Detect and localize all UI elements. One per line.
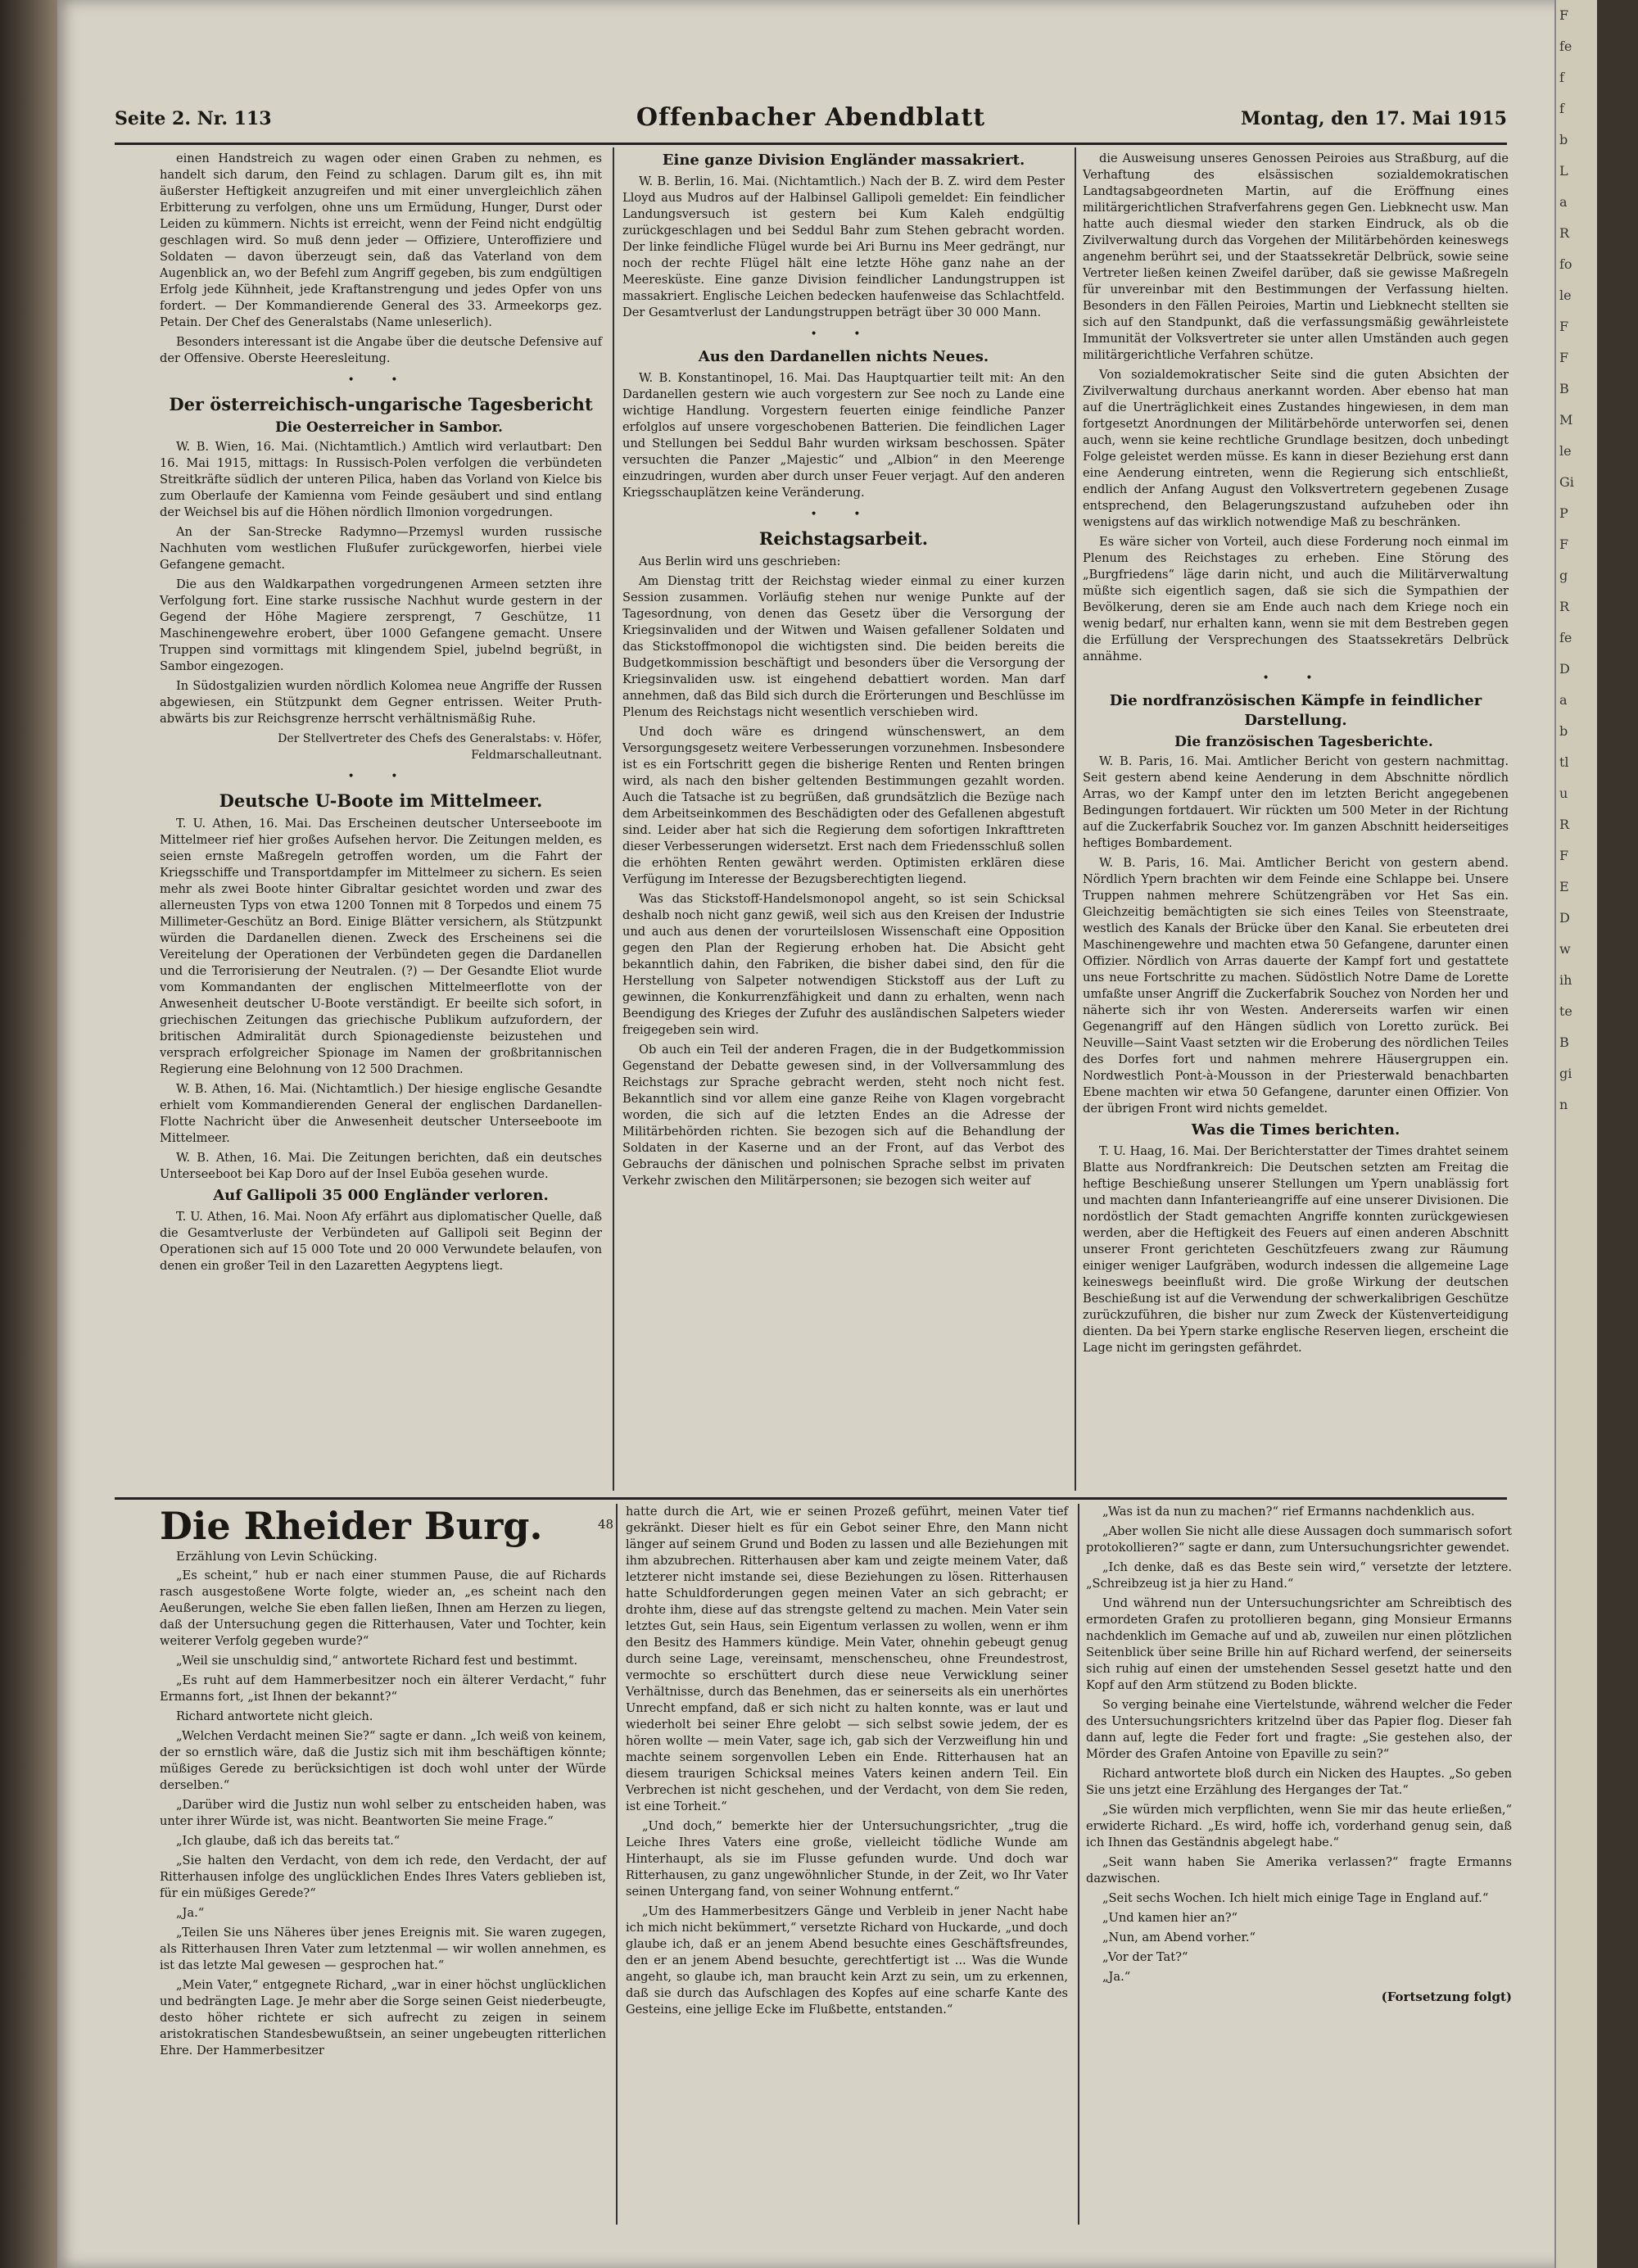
paragraph: „Nun, am Abend vorher.“ [1102, 1931, 1256, 1944]
article-title: Aus den Dardanellen nichts Neues. [698, 348, 989, 365]
paragraph: W. B. Wien, 16. Mai. (Nichtamtlich.) Amtlich wird verlautbart: Den 16. Mai 1915, mittags: In Russisch-Polen verfolgen die verbündeten Streitkräfte südlich der unteren Pilica, haben das Vorland von Kielce bis zum Oberlaufe der Kamienna vom Feinde gesäubert und sind entlang der Weichsel bis auf die Höhen nördlich Ilmonion vorgedrungen. [160, 440, 602, 519]
paragraph: Von sozialdemokratischer Seite sind die guten Absichten der Zivilverwaltung durchaus anerkannt worden. Aber ebenso hat man auf die Unerträglichkeit eines Zustandes hingewiesen, in dem man fortgesetzt Anordnungen der Militärbehörde unterworfen sei, denen auch, wenn sie keine rechtliche Grundlage besitzen, doch unbedingt Folge geleistet werden müsse. Es kann in dieser Beziehung erst dann eine Aenderung eintreten, wenn die Regierung sich entschließt, endlich der Anfang August den Volksvertretern gegebenen Zusage entsprechend, den Belagerungszustand aufzuheben oder ihn wenigstens auf das wirklich notwendige Maß zu beschränken. [1083, 368, 1509, 529]
article-title: Reichstagsarbeit. [758, 528, 929, 549]
edge-fragment: fo [1559, 256, 1572, 272]
edge-fragment: tl [1559, 754, 1569, 770]
article-title: Was die Times berichten. [1191, 1121, 1400, 1139]
signature: Der Stellvertreter des Chefs des Generalstabs: v. Höfer, Feldmarschalleutnant. [278, 732, 602, 762]
page-number: Seite 2. Nr. 113 [115, 108, 272, 129]
paragraph: „Darüber wird die Justiz nun wohl selber zu entscheiden haben, was unter ihrer Würde ist, was nicht. Beantworten Sie meine Frage.“ [160, 1798, 606, 1828]
column-3 [1083, 151, 1509, 1360]
separator: • • [347, 373, 414, 387]
paragraph: „Sie würden mich verpflichten, wenn Sie mir das heute erließen,“ erwiderte Richard. „Es wird, hoffe ich, vorderhand genug sein, daß ich Ihnen das Geständnis abgelegt habe.“ [1086, 1803, 1512, 1849]
paragraph: „Teilen Sie uns Näheres über jenes Ereignis mit. Sie waren zugegen, als Ritterhausen Ihren Vater zum letztenmal — wir wollen annehmen, es ist das letzte Mal gewesen — gesprochen hat.“ [160, 1926, 606, 1972]
article-subtitle: Die französischen Tagesberichte. [1174, 734, 1433, 750]
edge-fragment: E [1559, 879, 1569, 894]
paragraph: Es wäre sicher von Vorteil, auch diese Forderung noch einmal im Plenum des Reichstages zu erheben. Eine Störung des „Burgfriedens“ läge darin nicht, und auch die Militärverwaltung müßte sich eigentlich sagen, daß sie sich die Sympathien der Bevölkerung, deren sie am Ende auch nach dem Kriege noch ein wenig bedarf, nur erhalten kann, wenn sie mit dem Bestreben gegen die Erfüllung der Versprechungen des Staatssekretärs Delbrück annähme. [1083, 535, 1509, 663]
paragraph: „Vor der Tat?“ [1102, 1950, 1188, 1964]
paragraph: W. B. Athen, 16. Mai. Die Zeitungen berichten, daß ein deutsches Unterseeboot bei Kap Doro auf der Insel Euböa gesehen wurde. [160, 1151, 602, 1181]
page-header [115, 103, 1507, 139]
paragraph: „Weil sie unschuldig sind,“ antwortete Richard fest und bestimmt. [176, 1654, 578, 1668]
paragraph: Ob auch ein Teil der anderen Fragen, die in der Budgetkommission Gegenstand der Debatte gewesen sind, in der Vollversammlung des Reichstags zur Sprache gebracht werden, steht noch nicht fest. Bekanntlich sind vor allem eine ganze Reihe von Klagen vorgebracht worden, die sich auf die letzten Endes an die Adresse der Militärbehörden richten. Sie bezogen sich auf die Behandlung der Soldaten in der Kaserne und an der Front, auf das Verbot des Gebrauchs der dänischen und polnischen Sprache selbst im privaten Verkehr zwischen den Militärpersonen; sie bezogen sich weiter auf [622, 1043, 1065, 1188]
edge-fragment: ih [1559, 972, 1572, 988]
article-title: Eine ganze Division Engländer massakriert. [662, 152, 1025, 169]
paragraph: W. B. Berlin, 16. Mai. (Nichtamtlich.) Nach der B. Z. wird dem Pester Lloyd aus Mudros auf der Halbinsel Gallipoli gemeldet: Ein feindlicher Landungsversuch ist gestern bei Kum Kaleh endgültig zurückgeschlagen und bei Seddul Bahr zum Stehen gebracht worden. Der linke feindliche Flügel wurde bei Ari Burnu ins Meer gedrängt, nur noch der rechte Flügel hält eine letzte Höhe ganz nahe an der Meeresküste. Eine ganze Division feindlicher Landungstruppen ist massakriert. Englische Leichen bedecken haufenweise das Schlachtfeld. Der Gesamtverlust der Landungstruppen beträgt über 30 000 Mann. [622, 174, 1065, 319]
paragraph: hatte durch die Art, wie er seinen Prozeß geführt, meinen Vater tief gekränkt. Dieser hielt es für ein Gebot seiner Ehre, den Mann nicht länger auf seinem Grund und Boden zu lassen und alle Beziehungen mit ihm abzubrechen. Ritterhausen aber kam und zeigte meinem Vater, daß letzterer nicht imstande sei, diese Beziehungen zu lösen. Ritterhausen hatte Schuldforderungen gegen meinen Vater an sich gebracht; er drohte ihm, diese auf das strengste geltend zu machen. Mein Vater sein letztes Gut, sein Haus, sein Eigentum verlassen zu wollen, wenn er ihm den Besitz des Hammers kündige. Mein Vater, ohnehin gebeugt genug durch seine Lage, vereinsamt, menschenscheu, ohne Freundestrost, vermochte so erschüttert durch diese neue Verwicklung seiner Verhältnisse, durch das Benehmen, das er seinerseits als ein unerhörtes Unrecht empfand, daß er sich nicht zu halten konnte, was er laut und wiederholt bei seiner Ehre gelobt — sich selbst sowie jedem, der es hören wollte — mein Vater, sage ich, gab sich der Verzweiflung hin und machte seinem sorgenvollen Leben ein Ende. Ritterhausen hat an diesem traurigen Schicksal meines Vaters keinen andern Teil. Ein Verbrechen ist nicht geschehen, und der Verdacht, von dem Sie reden, ist eine Torheit.“ [626, 1505, 1068, 1813]
paragraph: Aus Berlin wird uns geschrieben: [639, 555, 841, 568]
paragraph: „Es ruht auf dem Hammerbesitzer noch ein älterer Verdacht,“ fuhr Ermanns fort, „ist Ihnen der bekannt?“ [160, 1673, 606, 1704]
edge-fragment: P [1559, 505, 1568, 521]
paragraph: So verging beinahe eine Viertelstunde, während welcher die Feder des Untersuchungsrichters kritzelnd über das Papier flog. Dieser fah dann auf, legte die Feder fort und fragte: „Sie gestehen also, der Mörder des Grafen Antoine von Epaville zu sein?“ [1086, 1698, 1512, 1761]
masthead: Offenbacher Abendblatt [636, 103, 986, 132]
edge-fragment: te [1559, 1003, 1572, 1019]
separator: • • [347, 770, 414, 783]
paragraph: „Und kamen hier an?“ [1102, 1911, 1238, 1925]
paragraph: „Mein Vater,“ entgegnete Richard, „war in einer höchst unglücklichen und bedrängten Lage. Je mehr aber die Sorge seinen Geist niederbeugte, desto höher richtete er sich aufrecht zu zeigen in seinem aristokratischen Standesbewußtsein, an seiner ungebeugten ritterlichen Ehre. Der Hammerbesitzer [160, 1978, 606, 2057]
feuilleton-column-1 [160, 1504, 606, 2062]
edge-fragment: R [1559, 817, 1570, 832]
article-title: Der österreichisch-ungarische Tagesbericht [169, 394, 593, 414]
column-rule [1078, 1504, 1079, 2225]
column-rule [1075, 147, 1076, 1491]
paragraph: „Aber wollen Sie nicht alle diese Aussagen doch summarisch sofort protokollieren?“ sagte er dann, zum Untersuchungsrichter gewendet. [1086, 1524, 1512, 1555]
paragraph: Richard antwortete bloß durch ein Nicken des Hauptes. „So geben Sie uns jetzt eine Erzählung des Herganges der Tat.“ [1086, 1767, 1512, 1797]
paragraph: In Südostgalizien wurden nördlich Kolomea neue Angriffe der Russen abgewiesen, ein Stützpunkt dem Gegner entrissen. Weiter Pruth-abwärts bis zur Reichsgrenze herrscht verhältnismäßig Ruhe. [160, 679, 602, 726]
edge-fragment: F [1559, 848, 1569, 863]
feuilleton-rule [115, 1497, 1507, 1500]
edge-fragment: f [1559, 101, 1564, 116]
edge-fragment: a [1559, 692, 1568, 708]
edge-fragment: u [1559, 785, 1568, 801]
paragraph: Am Dienstag tritt der Reichstag wieder einmal zu einer kurzen Session zusammen. Vorläufig stehen nur wenige Punkte auf der Tagesordnung, von denen das Gesetz über die Versorgung der Kriegsinvaliden und der Witwen und Waisen gefallener Soldaten und das Stickstoffmonopol die wichtigsten sind. Die beiden bereits die Budgetkommission beschäftigt und besonders über die Versorgung der Kriegsinvaliden usw. ist eingehend debattiert worden. Man darf annehmen, daß das Bild sich durch die Erörterungen und Beschlüsse im Plenum des Reichstags nicht wesentlich verschieben wird. [622, 574, 1065, 719]
paragraph: „Sie halten den Verdacht, von dem ich rede, den Verdacht, der auf Ritterhausen infolge des unglücklichen Endes Ihres Vaters geblieben ist, für ein müßiges Gerede?“ [160, 1854, 606, 1900]
edge-fragment: D [1559, 661, 1570, 677]
paragraph: „Und doch,“ bemerkte hier der Untersuchungsrichter, „trug die Leiche Ihres Vaters eine große, vielleicht tödliche Wunde am Hinterhaupt, als sie im Flusse gefunden wurde. Und doch war Ritterhausen, zu ganz ungewöhnlicher Stunde, in der Zeit, wo Ihr Vater seinen Untergang fand, von seiner Wohnung entfernt.“ [626, 1819, 1068, 1899]
edge-fragment: M [1559, 412, 1573, 428]
paragraph: Richard antwortete nicht gleich. [176, 1709, 373, 1723]
edge-fragment: R [1559, 599, 1570, 614]
feuilleton-number: 48 [598, 1517, 614, 1532]
edge-fragment: n [1559, 1097, 1568, 1112]
edge-fragment: B [1559, 381, 1569, 396]
paragraph: „Ja.“ [176, 1906, 205, 1920]
article-title: Deutsche U-Boote im Mittelmeer. [219, 790, 543, 811]
paragraph: W. B. Athen, 16. Mai. (Nichtamtlich.) Der hiesige englische Gesandte erhielt vom Kommandierenden General der englischen Dardanellen-Flotte Nachricht über die Anwesenheit deutscher Unterseeboote im Mittelmeer. [160, 1082, 602, 1145]
edge-fragment: F [1559, 7, 1569, 23]
edge-fragment: B [1559, 1034, 1569, 1050]
edge-fragment: w [1559, 941, 1571, 957]
issue-date: Montag, den 17. Mai 1915 [1241, 108, 1507, 129]
paragraph: Was das Stickstoff-Handelsmonopol angeht, so ist sein Schicksal deshalb noch nicht ganz gewiß, weil sich aus den Kreisen der Industrie und auch aus denen der vorurteilslosen Wissenschaft eine Opposition gegen den Plan der Regierung erhoben hat. Die Absicht geht bekanntlich dahin, den Fabriken, die bisher dabei sind, den für die Herstellung von Salpeter notwendigen Stickstoff aus der Luft zu gewinnen, die Konkurrenzfähigkeit und dann zu erhalten, wenn nach Beendigung des Krieges der Zufuhr des ausländischen Salpeters wieder freigegeben sein wird. [622, 892, 1065, 1037]
edge-fragment: F [1559, 319, 1569, 334]
paragraph: W. B. Paris, 16. Mai. Amtlicher Bericht von gestern abend. Nördlich Ypern brachten wir dem Feinde eine Schlappe bei. Unsere Truppen nahmen mehrere Schützengräben vor Het Sas ein. Gleichzeitig bemächtigten sie sich eines Teiles von Steenstraate, westlich des Kanals der Brücke über den Kanal. Sie erbeuteten drei Maschinengewehre und machten etwa 50 Gefangene, darunter einen Offizier. Nördlich von Arras dauerte der Kampf fort und gestattete uns neue Fortschritte zu machen. Südöstlich Notre Dame de Lorette umfaßte unser Angriff die Zuckerfabrik Souchez von Norden her und näherte sich ihr von Westen. Andererseits warfen wir einen Gegenangriff auf den Hängen südlich von Loretto zurück. Bei Neuville—Saint Vaast setzten wir die Eroberung des nördlichen Teiles des Dorfes fort und nahmen mehrere Häusergruppen ein. Nordwestlich Pont-à-Mousson in der Priesterwald benachbarten Ebene machten wir etwa 50 Gefangene, darunter einen Offizier. Von der übrigen Front wird nichts gemeldet. [1083, 856, 1509, 1116]
edge-fragment: f [1559, 70, 1564, 85]
book-binding [0, 0, 57, 2268]
edge-fragment: D [1559, 910, 1570, 926]
paragraph: die Ausweisung unseres Genossen Peiroies aus Straßburg, auf die Verhaftung des elsässischen sozialdemokratischen Landtagsabgeordneten Martin, auf die Eröffnung eines militärgerichtlichen Strafverfahrens gegen Gen. Liebknecht usw. Man hatte auch diesmal wieder den starken Eindruck, als ob die Zivilverwaltung durch das Vorgehen der Militärbehörden keineswegs angenehm berührt sei, und der Staatssekretär Delbrück, sowie seine Vertreter ließen keinen Zweifel darüber, daß sie gewisse Maßregeln für unvereinbar mit den Bestimmungen der Verfassung hielten. Besonders in den Fällen Peiroies, Martin und Liebknecht stellten sie sich auf den Standpunkt, daß die verfassungsmäßig gewährleistete Immunität der Volksvertreter sie unter allen Umständen auch gegen militärgerichtliche Verfahren schütze. [1083, 152, 1509, 362]
feuilleton-title: Die Rheider Burg. [160, 1504, 543, 1548]
feuilleton-byline: Erzählung von Levin Schücking. [176, 1549, 378, 1564]
paragraph: „Seit wann haben Sie Amerika verlassen?“ fragte Ermanns dazwischen. [1086, 1855, 1512, 1885]
paragraph: „Um des Hammerbesitzers Gänge und Verbleib in jener Nacht habe ich mich nicht bekümmert,“ versetzte Richard von Huckarde, „und doch glaube ich, daß er an jenem Abend besuchte eines Geschäftsfreundes, den er an jenem Abend besuchte, gerechtfertigt ist ... Was die Wunde angeht, so glaube ich, man braucht kein Arzt zu sein, um zu erkennen, daß sie durch das Aufschlagen des Kopfes auf eine scharfe Kante des Gesteins, eine jellige Ecke im Flußbette, entstanden.“ [626, 1904, 1068, 2017]
feuilleton-column-3 [1086, 1504, 1512, 2008]
column-rule [613, 147, 614, 1491]
edge-fragment: le [1559, 287, 1572, 303]
edge-fragment: F [1559, 350, 1569, 365]
paragraph: An der San-Strecke Radymno—Przemysl wurden russische Nachhuten vom westlichen Flußufer zurückgeworfen, hierbei viele Gefangene gemacht. [160, 525, 602, 572]
edge-fragment: R [1559, 225, 1570, 241]
paragraph: Besonders interessant ist die Angabe über die deutsche Defensive auf der Offensive. Oberste Heeresleitung. [160, 335, 602, 365]
column-2 [622, 151, 1065, 1193]
paragraph: „Ja.“ [1102, 1970, 1131, 1984]
paragraph: Die aus den Waldkarpathen vorgedrungenen Armeen setzten ihre Verfolgung fort. Eine starke russische Nachhut wurde gestern in der Gegend der Höhe Magiere zersprengt, 7 Geschütze, 11 Maschinengewehre erobert, über 1000 Gefangene gemacht. Unsere Truppen sind vormittags mit klingendem Spiel, jubelnd begrüßt, in Sambor eingezogen. [160, 577, 602, 673]
article-title: Auf Gallipoli 35 000 Engländer verloren. [213, 1187, 549, 1204]
paragraph: einen Handstreich zu wagen oder einen Graben zu nehmen, es handelt sich darum, den Feind zu schlagen. Darum gilt es, ihn mit äußerster Heftigkeit anzugreifen und mit einer unvergleichlich zähen Erbitterung zu verfolgen, ohne uns um Ermüdung, Hunger, Durst oder Leiden zu kümmern. Nichts ist erreicht, wenn der Feind nicht endgültig geschlagen wird. So muß denn jeder — Offiziere, Unteroffiziere und Soldaten — davon überzeugt sein, daß das Vaterland von dem Augenblick an, wo der Befehl zum Angriff gegeben, bis zum endgültigen Erfolg jede Kühnheit, jede Kraftanstrengung und jedes Opfer von uns fordert. — Der Kommandierende General des 33. Armeekorps gez. Petain. Der Chef des Generalstabs (Name unleserlich). [160, 152, 602, 329]
paragraph: „Seit sechs Wochen. Ich hielt mich einige Tage in England auf.“ [1102, 1891, 1489, 1905]
continued-note: (Fortsetzung folgt) [1381, 1990, 1512, 2004]
paragraph: Und während nun der Untersuchungsrichter am Schreibtisch des ermordeten Grafen zu protollieren begann, ging Monsieur Ermanns nachdenklich im Gemache auf und ab, zuweilen nur einen plötzlichen Seitenblick über seine Brille hin auf Richard werfend, der seinerseits sich ruhig auf einen der umstehenden Sessel gesetzt hatte und den Kopf auf den Arm stützend zu Boden blickte. [1086, 1596, 1512, 1692]
paragraph: T. U. Haag, 16. Mai. Der Berichterstatter der Times drahtet seinem Blatte aus Nordfrankreich: Die Deutschen setzten am Freitag die heftige Beschießung unserer Stellungen um Ypern unablässig fort und machten dann Infanterieangriffe auf eine unserer Divisionen. Die nordöstlich der Stadt gemachten Angriffe konnten zurückgewiesen werden, aber die Heftigkeit des Feuers auf einen anderen Abschnitt unserer Front gerichteten Geschützfeuers zwang zur Räumung einiger weniger Laufgräben, wodurch indessen die allgemeine Lage keineswegs beeinflußt wird. Die große Wirkung der deutschen Beschießung ist auf die Verwendung der schwerkalibrigen Geschütze zurückzuführen, die bisher nur zum Zweck der Küstenverteidigung dienten. Da bei Ypern starke englische Reserven liegen, erscheint die Lage nicht im geringsten gefährdet. [1083, 1144, 1509, 1355]
edge-fragment: b [1559, 132, 1568, 147]
paragraph: W. B. Konstantinopel, 16. Mai. Das Hauptquartier teilt mit: An den Dardanellen gestern wie auch vorgestern zur See noch zu Lande eine wichtige Handlung. Vorgestern feuerten einige feindliche Panzer erfolglos auf unsere vorgeschobenen Batterien. Die feindlichen Lager und Stellungen bei Seddul Bahr wurden wirksam beschossen. Später versuchten die Panzer „Majestic“ und „Albion“ in den Meerenge einzudringen, wurden aber durch unser Feuer verjagt. Auf den anderen Kriegsschauplätzen keine Veränderung. [622, 371, 1065, 500]
edge-fragment: L [1559, 163, 1568, 179]
feuilleton-column-2 [626, 1504, 1068, 2021]
edge-fragment: gi [1559, 1066, 1572, 1081]
edge-fragment: b [1559, 723, 1568, 739]
edge-fragment: g [1559, 568, 1568, 583]
paragraph: „Ich glaube, daß ich das bereits tat.“ [176, 1834, 400, 1848]
edge-fragment: F [1559, 536, 1569, 552]
paragraph: T. U. Athen, 16. Mai. Noon Afy erfährt aus diplomatischer Quelle, daß die Gesamtverluste der Verbündeten auf Gallipoli seit Beginn der Operationen sich auf 15 000 Tote und 20 000 Verwundete belaufen, von denen ein großer Teil in den Lazaretten Aegyptens liegt. [160, 1210, 602, 1273]
edge-fragment: fe [1559, 630, 1572, 645]
paragraph: „Es scheint,“ hub er nach einer stummen Pause, die auf Richards rasch ausgestoßene Worte folgte, wieder an, „es scheint nach den Aeußerungen, welche Sie eben fallen ließen, Ihnen am Herzen zu liegen, daß der Untersuchung gegen die Ritterhausen, Vater und Tochter, kein weiterer Verfolg gegeben wurde?“ [160, 1569, 606, 1648]
paragraph: „Was ist da nun zu machen?“ rief Ermanns nachdenklich aus. [1102, 1505, 1475, 1519]
article-title: Die nordfranzösischen Kämpfe in feindlicher Darstellung. [1109, 692, 1482, 729]
column-rule [616, 1504, 618, 2225]
edge-fragment: a [1559, 194, 1568, 210]
paragraph: „Ich denke, daß es das Beste sein wird,“ versetzte der letztere. „Schreibzeug ist ja hier zu Hand.“ [1086, 1560, 1512, 1591]
separator: • • [810, 328, 877, 341]
paragraph: Und doch wäre es dringend wünschenswert, an dem Versorgungsgesetz weitere Verbesserungen vorzunehmen. Insbesondere ist es ein Fortschritt gegen die bisherige Renten und Renten bringen wird, als nach den bisher geltenden Bestimmungen gezahlt worden. Auch die Tatsache ist zu begrüßen, daß grundsätzlich die Bezüge nach dem Arbeitseinkommen des Beschädigten oder des Gefallenen abgestuft sind. Leider aber hat sich die Regierung dem sofortigen Inkrafttreten dieser Verbesserungen widersetzt. Erst nach dem Friedensschluß sollen die erhöhten Renten gewährt werden. Optimisten erklären diese Verfügung im Interesse der Bezugsberechtigten liegend. [622, 725, 1065, 886]
paragraph: W. B. Paris, 16. Mai. Amtlicher Bericht von gestern nachmittag. Seit gestern abend keine Aenderung in dem Abschnitte nördlich Arras, wo der Kampf unter den im letzten Bericht angegebenen Bedingungen fortdauert. Wir rückten um 500 Meter in der Richtung auf die Zuckerfabrik Souchez vor. Im ganzen Abschnitt heiderseitiges heftiges Bombardement. [1083, 754, 1509, 850]
paragraph: „Welchen Verdacht meinen Sie?“ sagte er dann. „Ich weiß von keinem, der so ernstlich wäre, daß die Justiz sich mit ihm beschäftigen könnte; müßiges Gerede zu berücksichtigen ist doch wohl unter der Würde derselben.“ [160, 1729, 606, 1792]
paragraph: T. U. Athen, 16. Mai. Das Erscheinen deutscher Unterseeboote im Mittelmeer rief hier großes Aufsehen hervor. Die Zeitungen melden, es seien ernste Maßregeln getroffen worden, um die Fahrt der Kriegsschiffe und Transportdampfer im Mittelmeer zu sichern. Es seien mehr als zwei Boote hinter Gibraltar gesichtet worden und zwar des allerneusten Typs von etwa 1200 Tonnen mit 8 Torpedos und einem 75 Millimeter-Geschütz an Bord. Einige Blätter versichern, als Stützpunkt würden die Dardanellen dienen. Zweck des Erscheinens sei die Vereitelung der Operationen der Verbündeten gegen die Dardanellen und die Terrorisierung der Neutralen. (?) — Der Gesandte Eliot wurde vom Kommandanten der englischen Mittelmeerflotte von der Anwesenheit deutscher U-Boote verständigt. Er beeilte sich sofort, in griechischen Zeitungen das griechische Publikum aufzufordern, der britischen Admiralität durch Spionagedienste beizustehen und versprach erfolgreicher Spionage im Namen der großbritannischen Regierung eine Belohnung von 12 500 Drachmen. [160, 817, 602, 1076]
separator: • • [810, 508, 877, 521]
edge-fragment: Gi [1559, 474, 1574, 490]
header-rule [115, 143, 1507, 145]
edge-fragment: le [1559, 443, 1572, 459]
adjacent-page-edge [1554, 0, 1597, 2268]
column-1 [160, 151, 602, 1278]
article-subtitle: Die Oesterreicher in Sambor. [275, 419, 503, 436]
edge-fragment: fe [1559, 38, 1572, 54]
separator: • • [1262, 672, 1329, 685]
